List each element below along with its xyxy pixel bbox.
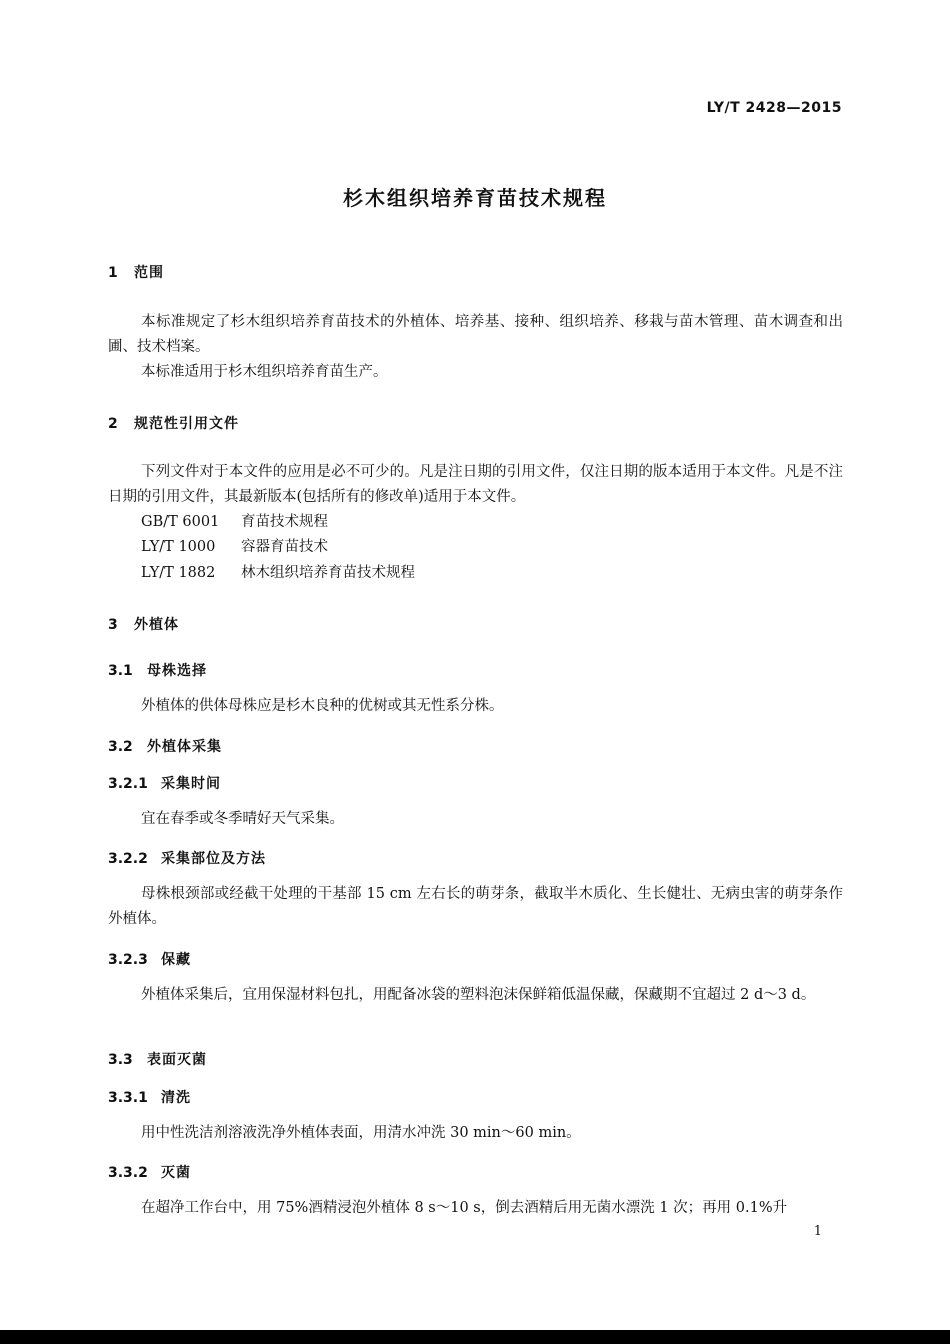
reference-name: 育苗技术规程 xyxy=(241,514,328,530)
section-3-1-paragraph: 外植体的供体母株应是杉木良种的优树或其无性系分株。 xyxy=(141,698,504,714)
section-number: 3.3 xyxy=(108,1052,133,1068)
section-title: 灭菌 xyxy=(161,1165,191,1181)
section-number: 3.3.1 xyxy=(108,1090,148,1106)
section-title: 范围 xyxy=(134,265,164,281)
reference-code: LY/T 1882 xyxy=(141,565,216,581)
reference-name: 容器育苗技术 xyxy=(241,539,328,555)
section-title: 母株选择 xyxy=(147,663,207,679)
bottom-border xyxy=(0,1330,950,1344)
section-3-3-heading xyxy=(108,1049,207,1069)
section-title: 表面灭菌 xyxy=(147,1052,207,1068)
section-3-2-heading xyxy=(108,736,222,756)
section-3-2-1-paragraph: 宜在春季或冬季晴好天气采集。 xyxy=(141,811,344,827)
section-number: 3 xyxy=(108,617,118,633)
section-number: 3.3.2 xyxy=(108,1165,148,1181)
page-number: 1 xyxy=(813,1224,822,1239)
section-number: 3.2.2 xyxy=(108,851,148,867)
section-3-3-2-heading xyxy=(108,1162,191,1182)
section-title: 外植体采集 xyxy=(147,739,222,755)
section-3-2-3-heading xyxy=(108,949,191,969)
section-title: 采集时间 xyxy=(161,776,221,792)
section-1-heading xyxy=(108,262,164,282)
section-title: 规范性引用文件 xyxy=(134,416,239,432)
section-3-3-1-paragraph: 用中性洗洁剂溶液洗净外植体表面，用清水冲洗 30 min～60 min。 xyxy=(141,1125,581,1141)
section-3-2-3-paragraph: 外植体采集后，宜用保湿材料包扎，用配备冰袋的塑料泡沫保鲜箱低温保藏，保藏期不宜超过 2 d～3 d。 xyxy=(141,987,816,1003)
section-3-2-2-paragraph: 母株根颈部或经截干处理的干基部 15 cm 左右长的萌芽条，截取半木质化、生长健壮、无病虫害的萌芽条作外植体。 xyxy=(108,886,843,927)
section-title: 采集部位及方法 xyxy=(161,851,266,867)
reference-item xyxy=(141,510,328,535)
section-3-1-heading xyxy=(108,660,207,680)
section-2-heading xyxy=(108,413,239,433)
reference-name: 林木组织培养育苗技术规程 xyxy=(241,565,415,581)
reference-item xyxy=(141,561,415,586)
section-3-2-1-heading xyxy=(108,773,221,793)
section-number: 3.2 xyxy=(108,739,133,755)
section-3-3-1-heading xyxy=(108,1087,191,1107)
section-3-heading xyxy=(108,614,179,634)
document-title: 杉木组织培养育苗技术规程 xyxy=(343,186,607,210)
section-number: 3.2.1 xyxy=(108,776,148,792)
section-3-3-2-paragraph: 在超净工作台中，用 75%酒精浸泡外植体 8 s～10 s，倒去酒精后用无菌水漂洗 1 次；再用 0.1%升 xyxy=(141,1200,788,1216)
section-title: 清洗 xyxy=(161,1090,191,1106)
section-title: 保藏 xyxy=(161,952,191,968)
standard-code: LY/T 2428—2015 xyxy=(706,100,842,116)
reference-code: GB/T 6001 xyxy=(141,514,220,530)
section-2-paragraph-1: 下列文件对于本文件的应用是必不可少的。凡是注日期的引用文件，仅注日期的版本适用于本文件。凡是不注日期的引用文件，其最新版本(包括所有的修改单)适用于本文件。 xyxy=(108,464,843,505)
section-number: 3.2.3 xyxy=(108,952,148,968)
reference-item xyxy=(141,535,328,560)
reference-code: LY/T 1000 xyxy=(141,539,216,555)
section-number: 3.1 xyxy=(108,663,133,679)
section-number: 1 xyxy=(108,265,118,281)
section-1-paragraph-2: 本标准适用于杉木组织培养育苗生产。 xyxy=(141,364,388,380)
section-3-2-2-heading xyxy=(108,848,266,868)
section-title: 外植体 xyxy=(134,617,179,633)
section-number: 2 xyxy=(108,416,118,432)
section-1-paragraph-1: 本标准规定了杉木组织培养育苗技术的外植体、培养基、接种、组织培养、移栽与苗木管理、苗木调查和出圃、技术档案。 xyxy=(108,314,843,355)
